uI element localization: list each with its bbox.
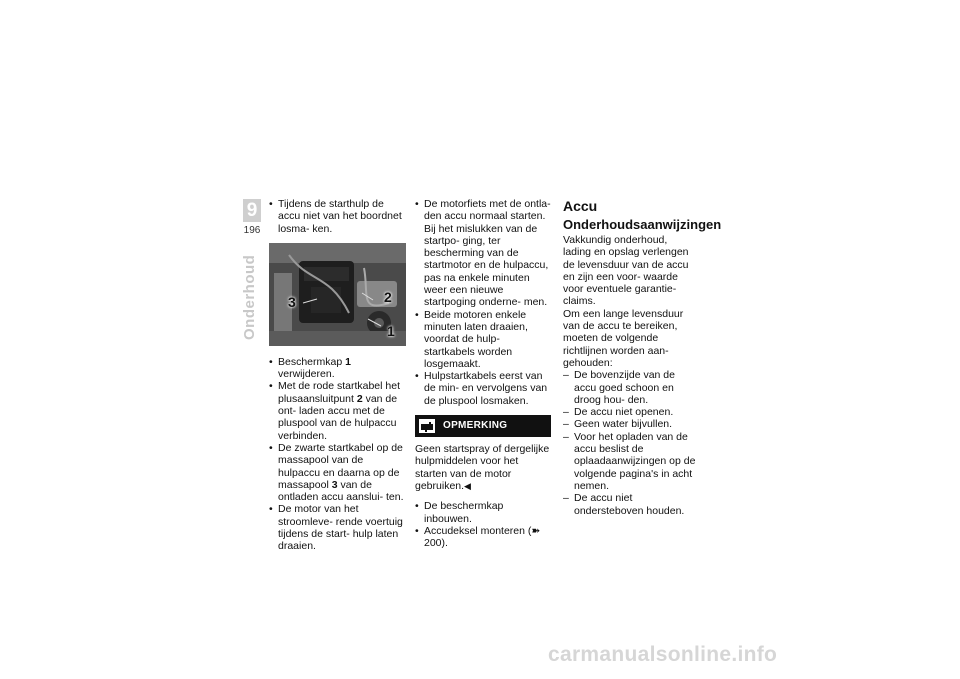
list-item: • De zwarte startkabel op de massapool van de hulpaccu en daarna op de massapool 3 van de ontladen accu aanslui- ten. [269, 442, 406, 503]
note-hand-icon [419, 419, 435, 433]
paragraph: Vakkundig onderhoud, lading en opslag verlengen de levensduur van de accu en zijn een voor- waarde voor eventuele garantie- claims. [563, 234, 689, 308]
list-item: • Beschermkap 1 verwijderen. [269, 356, 406, 381]
note-banner [415, 415, 551, 437]
page-number: 196 [243, 225, 261, 236]
section-subtitle: Onderhoudsaanwijzingen [563, 217, 722, 232]
column-3 [563, 198, 722, 517]
list-item: • Met de rode startkabel het plusaansluitpunt 2 van de ont- laden accu met de pluspool van de hulpaccu verbinden. [269, 380, 406, 441]
note-title: OPMERKING [443, 419, 508, 431]
column-2 [415, 198, 551, 549]
list-item: – De bovenzijde van de accu goed schoon en droog hou- den. [563, 369, 698, 406]
chapter-title: Onderhoud [241, 254, 258, 340]
chapter-number: 9 [243, 199, 261, 222]
list-item: • Beide motoren enkele minuten laten draaien, voordat de hulp- startkabels worden losgemaakt. [415, 309, 551, 370]
steps-list [269, 356, 406, 553]
callout-1: 1 [387, 322, 395, 339]
steps-list [415, 198, 551, 407]
callout-3: 3 [288, 293, 296, 310]
section-title: Accu [563, 198, 598, 214]
column-1 [269, 198, 406, 553]
note-text: Geen startspray of dergelijke hulpmiddelen voor het starten van de motor gebruiken.◀ [415, 443, 550, 492]
list-item: • Accudeksel monteren (➽ 200). [415, 525, 551, 550]
list-item: • De motor van het stroomleve- rende voertuig tijdens de start- hulp laten draaien. [269, 503, 406, 552]
list-item: • Tijdens de starthulp de accu niet van het boordnet losma- ken. [269, 198, 406, 235]
list-item: – De accu niet ondersteboven houden. [563, 492, 698, 517]
list-item: – De accu niet openen. [563, 406, 698, 418]
rules-list [563, 369, 698, 517]
list-item: – Voor het opladen van de accu beslist de oplaadaanwijzingen op de volgende pagina's in acht nemen. [563, 431, 698, 492]
list-item: • Hulpstartkabels eerst van de min- en vervolgens van de pluspool losmaken. [415, 370, 551, 407]
list-item: • De beschermkap inbouwen. [415, 500, 551, 525]
steps-list-2 [415, 500, 551, 549]
end-mark-icon: ◀ [464, 480, 471, 491]
list-item: • De motorfiets met de ontla- den accu normaal starten. Bij het mislukken van de startpo- ging, ter bescherming van de startmotor en de hulpaccu, pas na enkele minuten weer een nieuwe startpoging onderne- men. [415, 198, 551, 309]
watermark: carmanualsonline.info [548, 643, 778, 666]
callout-2: 2 [384, 288, 392, 305]
chapter-tab [243, 199, 261, 236]
intro-list [269, 198, 406, 235]
list-item: – Geen water bijvullen. [563, 418, 698, 430]
paragraph: Om een lange levensduur van de accu te bereiken, moeten de volgende richtlijnen worden aan- gehouden: [563, 307, 684, 369]
battery-photo [269, 243, 406, 346]
